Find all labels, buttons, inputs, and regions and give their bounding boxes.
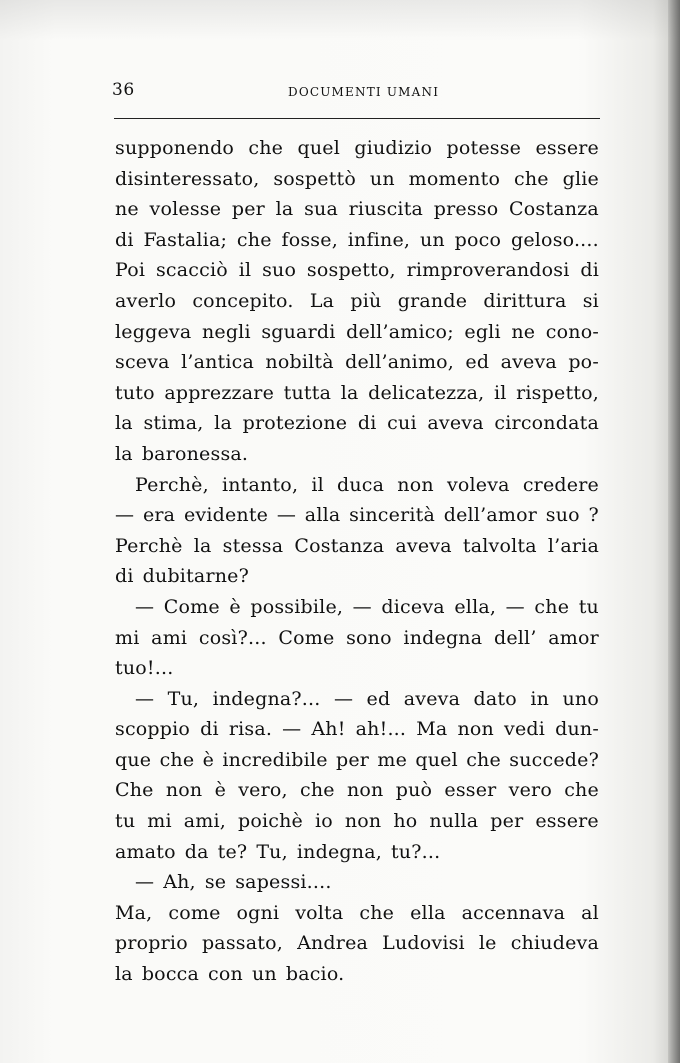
running-title: DOCUMENTI UMANI — [288, 85, 440, 99]
scan-top-shadow — [0, 0, 680, 40]
text-line: tuto apprezzare tutta la delicatezza, il rispetto, — [115, 381, 599, 404]
text-line: Perchè, intanto, il duca non voleva credere — [135, 473, 599, 496]
text-line: scoppio di risa. — Ah! ah!... Ma non vedi dun- — [115, 718, 599, 741]
text-line: la bocca con un bacio. — [115, 963, 345, 986]
text-line: la stima, la protezione di cui aveva circondata — [115, 412, 599, 435]
body-text — [115, 133, 599, 990]
text-line: di Fastalia; che fosse, infine, un poco geloso.... — [115, 228, 599, 251]
text-line: sceva l’antica nobiltà dell’animo, ed aveva po- — [115, 351, 599, 374]
page-number: 36 — [112, 80, 135, 100]
header-rule — [114, 118, 600, 119]
text-line: — Come è possibile, — diceva ella, — che tu — [135, 595, 599, 618]
text-line: leggeva negli sguardi dell’amico; egli ne cono- — [115, 320, 599, 343]
text-line: la baronessa. — [115, 442, 249, 465]
text-line: Perchè la stessa Costanza aveva talvolta l’aria — [115, 534, 599, 557]
text-line: Ma, come ogni volta che ella accennava al — [115, 901, 599, 924]
text-line: — Ah, se sapessi.... — [135, 871, 332, 894]
text-line: ne volesse per la sua riuscita presso Costanza — [115, 198, 599, 221]
text-line: — Tu, indegna?... — ed aveva dato in uno — [135, 687, 599, 710]
text-line: disinteressato, sospettò un momento che glie — [115, 167, 599, 190]
page-binding-edge — [668, 0, 680, 1063]
text-line: mi ami così?... Come sono indegna dell’ amor — [115, 626, 599, 649]
text-line: supponendo che quel giudizio potesse essere — [115, 137, 599, 159]
text-line: di dubitarne? — [115, 565, 249, 588]
text-line: — era evidente — alla sincerità dell’amor suo ? — [115, 504, 599, 527]
text-line: Che non è vero, che non può esser vero che — [115, 779, 599, 802]
text-line: Poi scacciò il suo sospetto, rimproverandosi di — [115, 259, 599, 282]
text-line: averlo concepito. La più grande dirittura si — [115, 289, 599, 312]
page-header — [112, 80, 598, 102]
text-line: tuo!... — [115, 657, 174, 680]
text-line: amato da te? Tu, indegna, tu?... — [115, 840, 441, 863]
text-line: que che è incredibile per me quel che succede? — [115, 748, 599, 771]
text-line: proprio passato, Andrea Ludovisi le chiudeva — [115, 932, 599, 955]
text-line: tu mi ami, poichè io non ho nulla per essere — [115, 810, 599, 833]
